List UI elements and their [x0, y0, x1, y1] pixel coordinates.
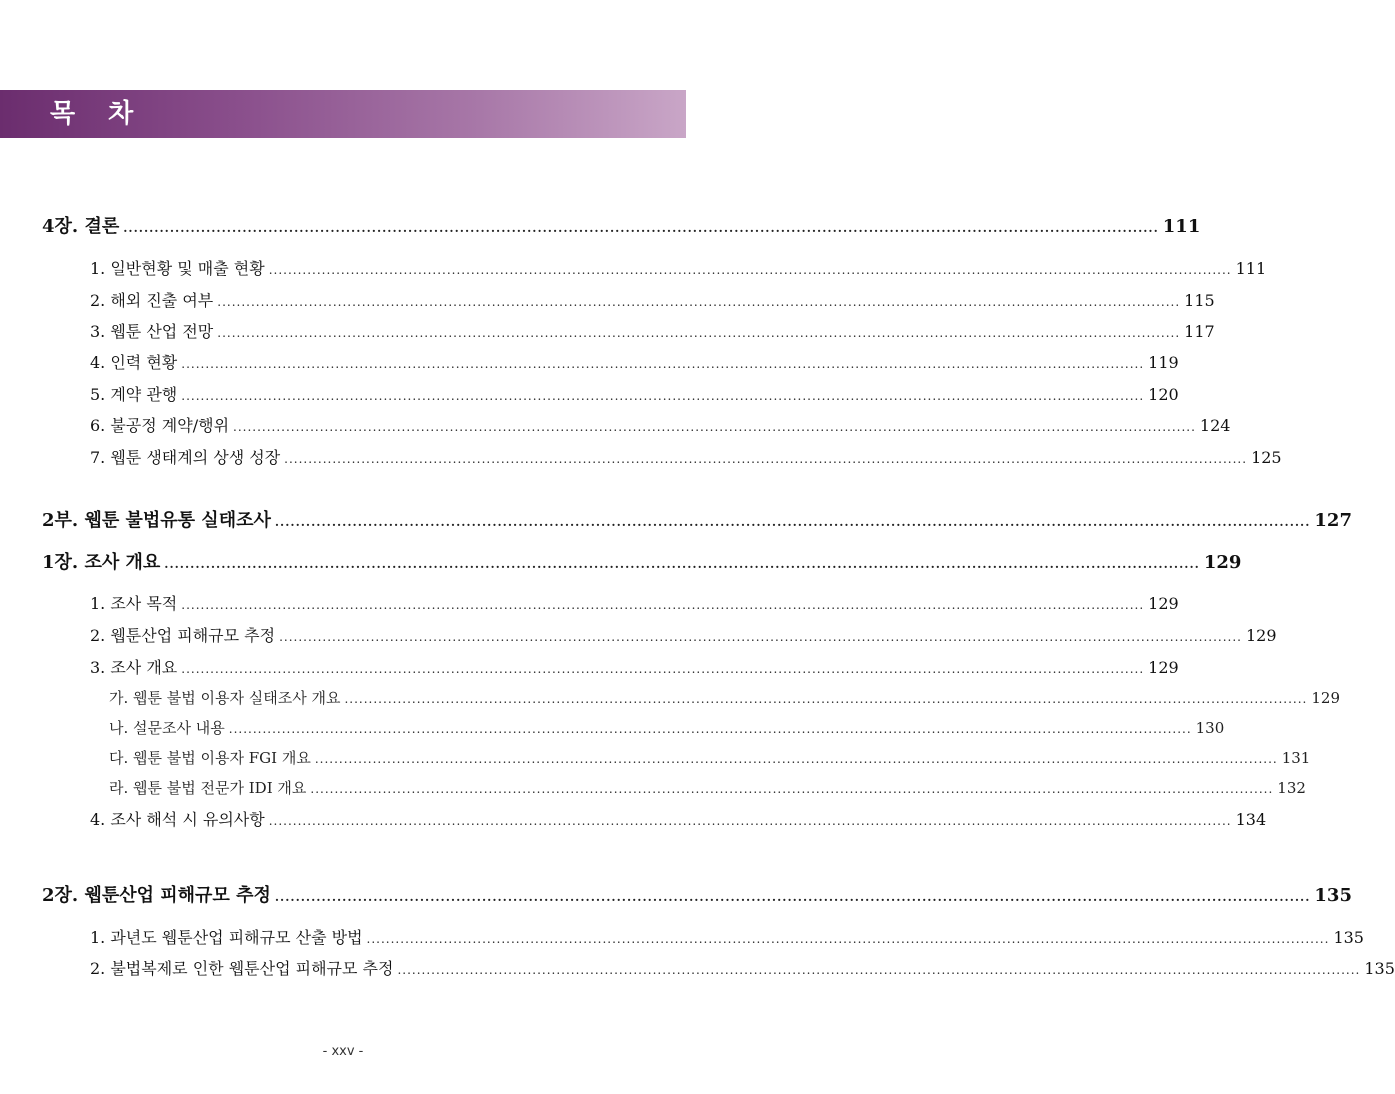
toc-entry-page: 119 — [1148, 353, 1179, 372]
toc-entry-page: 130 — [1195, 719, 1225, 737]
toc-leader-dots: ........................................................................................................................................................................................................ — [181, 357, 1145, 371]
toc-entry-title: 다. 웹툰 불법 이용자 FGI 개요 — [109, 749, 311, 767]
toc-entry-title: 2장. 웹툰산업 피해규모 추정 — [42, 885, 271, 906]
toc-leader-dots: ........................................................................................................................................................................................................ — [310, 782, 1274, 796]
toc-entry[interactable] — [90, 591, 1179, 614]
toc-leader-dots: ........................................................................................................................................................................................................ — [268, 814, 1232, 828]
toc-entry-title: 7. 웹툰 생태계의 상생 성장 — [90, 448, 281, 467]
toc-entry[interactable] — [90, 623, 1277, 646]
toc-entry[interactable] — [42, 548, 1242, 574]
toc-entry-page: 117 — [1184, 322, 1215, 341]
toc-entry-page: 135 — [1333, 928, 1364, 947]
toc-entry-page: 111 — [1235, 259, 1267, 278]
toc-leader-dots: ........................................................................................................................................................................................................ — [274, 515, 1311, 529]
toc-entry-page: 124 — [1199, 416, 1231, 435]
toc-entry-title: 6. 불공정 계약/행위 — [90, 416, 230, 435]
toc-leader-dots: ........................................................................................................................................................................................................ — [274, 890, 1311, 904]
toc-entry-page: 115 — [1184, 291, 1215, 310]
toc-entry-title: 5. 계약 관행 — [90, 385, 178, 404]
toc-entry-title: 1. 일반현황 및 매출 현황 — [90, 259, 265, 278]
toc-entry[interactable] — [90, 413, 1231, 436]
toc-leader-dots: ........................................................................................................................................................................................................ — [164, 557, 1200, 571]
toc-entry-title: 2부. 웹툰 불법유통 실태조사 — [42, 510, 271, 531]
toc-entry-page: 129 — [1203, 552, 1242, 573]
toc-entry[interactable] — [90, 956, 1395, 979]
toc-entry[interactable] — [90, 256, 1267, 279]
page-number-footer: - xxv - — [322, 1044, 364, 1059]
toc-entry-page: 129 — [1148, 594, 1179, 613]
toc-entry-page: 127 — [1314, 510, 1352, 531]
toc-entry-title: 나. 설문조사 내용 — [109, 719, 225, 737]
toc-leader-dots: ........................................................................................................................................................................................................ — [344, 692, 1308, 706]
toc-entry-title: 4. 인력 현황 — [90, 353, 178, 372]
toc-entry-page: 134 — [1235, 810, 1267, 829]
toc-entry-title: 1. 조사 목적 — [90, 594, 178, 613]
toc-entry-page: 125 — [1251, 448, 1282, 467]
toc-leader-dots: ........................................................................................................................................................................................................ — [181, 389, 1145, 403]
toc-entry-title: 1장. 조사 개요 — [42, 552, 161, 573]
toc-entry-title: 라. 웹툰 불법 전문가 IDI 개요 — [109, 779, 307, 797]
toc-entry[interactable] — [109, 717, 1225, 738]
toc-entry-title: 4. 조사 해석 시 유의사항 — [90, 810, 265, 829]
toc-entry-page: 129 — [1148, 658, 1179, 677]
toc-entry-title: 2. 해외 진출 여부 — [90, 291, 214, 310]
toc-entry-title: 4장. 결론 — [42, 216, 120, 237]
toc-leader-dots: ........................................................................................................................................................................................................ — [314, 752, 1278, 766]
toc-leader-dots: ........................................................................................................................................................................................................ — [217, 326, 1181, 340]
toc-entry[interactable] — [42, 506, 1352, 532]
toc-leader-dots: ........................................................................................................................................................................................................ — [268, 263, 1232, 277]
toc-leader-dots: ........................................................................................................................................................................................................ — [123, 221, 1159, 235]
toc-entry[interactable] — [109, 777, 1306, 798]
toc-entry[interactable] — [90, 288, 1215, 311]
toc-entry-page: 135 — [1314, 885, 1352, 906]
toc-entry[interactable] — [90, 925, 1364, 948]
toc-entry[interactable] — [90, 350, 1179, 373]
toc-entry[interactable] — [90, 807, 1267, 830]
toc-entry-title: 1. 과년도 웹툰산업 피해규모 산출 방법 — [90, 928, 363, 947]
toc-entry[interactable] — [109, 687, 1341, 708]
toc-leader-dots: ........................................................................................................................................................................................................ — [366, 932, 1330, 946]
toc-entry-page: 135 — [1364, 959, 1395, 978]
header-banner — [0, 90, 686, 138]
toc-entry[interactable] — [42, 212, 1201, 238]
toc-entry[interactable] — [109, 747, 1311, 768]
toc-entry-page: 129 — [1311, 689, 1341, 707]
toc-entry-page: 111 — [1162, 216, 1201, 237]
toc-entry-title: 가. 웹툰 불법 이용자 실태조사 개요 — [109, 689, 341, 707]
toc-entry-page: 131 — [1281, 749, 1311, 767]
toc-leader-dots: ........................................................................................................................................................................................................ — [233, 420, 1196, 434]
toc-entry-title: 2. 웹툰산업 피해규모 추정 — [90, 626, 276, 645]
toc-entry-title: 3. 웹툰 산업 전망 — [90, 322, 214, 341]
toc-entry[interactable] — [90, 319, 1215, 342]
toc-leader-dots: ........................................................................................................................................................................................................ — [217, 295, 1181, 309]
toc-leader-dots: ........................................................................................................................................................................................................ — [228, 722, 1192, 736]
toc-entry[interactable] — [90, 382, 1179, 405]
toc-entry[interactable] — [42, 881, 1352, 907]
toc-leader-dots: ........................................................................................................................................................................................................ — [284, 452, 1248, 466]
toc-entry-title: 3. 조사 개요 — [90, 658, 178, 677]
toc-entry-title: 2. 불법복제로 인한 웹툰산업 피해규모 추정 — [90, 959, 394, 978]
toc-leader-dots: ........................................................................................................................................................................................................ — [279, 630, 1242, 644]
toc-entry[interactable] — [90, 445, 1282, 468]
toc-leader-dots: ........................................................................................................................................................................................................ — [181, 662, 1145, 676]
toc-entry[interactable] — [90, 655, 1179, 678]
toc-entry-page: 120 — [1148, 385, 1179, 404]
toc-entry-page: 129 — [1245, 626, 1277, 645]
toc-entry-page: 132 — [1277, 779, 1306, 797]
toc-leader-dots: ........................................................................................................................................................................................................ — [397, 963, 1361, 977]
toc-leader-dots: ........................................................................................................................................................................................................ — [181, 598, 1145, 612]
page-title: 목 차 — [50, 99, 146, 129]
